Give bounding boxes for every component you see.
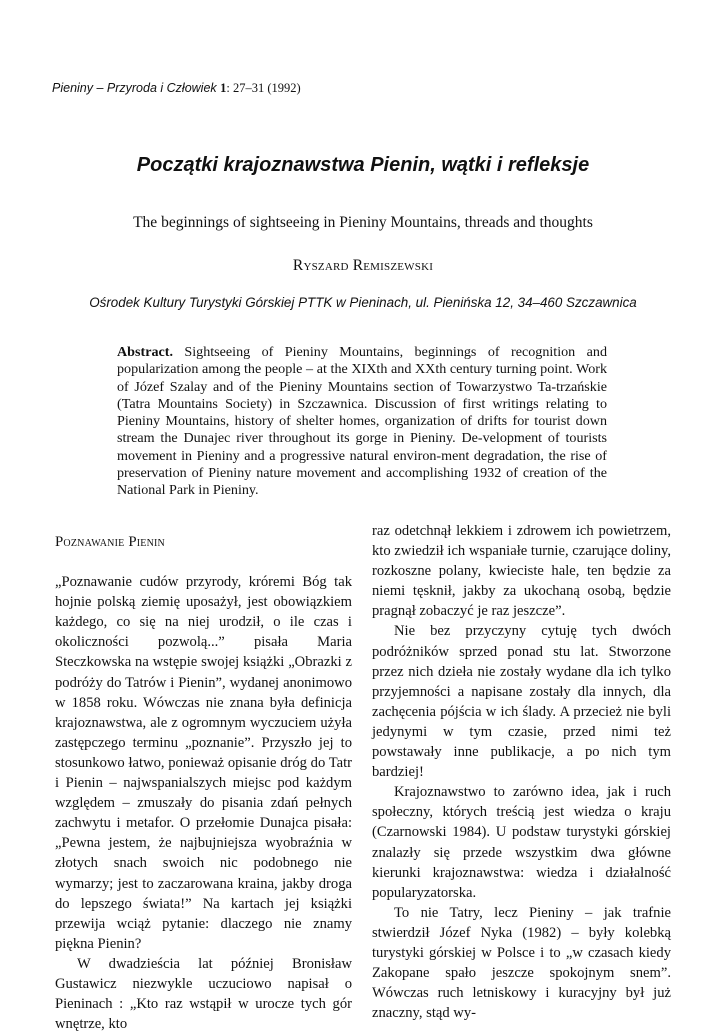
paragraph: „Poznawanie cudów przyrody, króremi Bóg tak hojnie polską ziemię uposażył, jest obowiązkiem każdego, co się na niej urodził, o ile czas i okoliczności pozwolą...” pisała Maria Steczkowska na wstępie swojej książki „Obrazki z podróży do Tatrów i Pienin”, wydanej anonimowo w 1858 roku. Wówczas nie znana była definicja krajoznawstwa, ale z ogromnym wyczuciem użyła zastępczego terminu „poznanie”. Przyszło jej to stosunkowo łatwo, ponieważ opisanie dróg do Tatr i Pienin – najwspanialszych miejsc pod każdym względem – zmuszały do pisania zdań pełnych zachwytu i metafor. O przełomie Dunajca pisała: „Pewna jestem, że najbujniejsza wyobraźnia w złotych snach swoich nic podobnego nie wymarzy; jest to zaczarowana kraina, jakby droga do lepszego świata!” Na kartach jej książki przewija wciąż pytanie: dlaczego nie znamy pięknа Pienin? [55,574,352,952]
journal-reference [52,80,301,96]
right-column [372,521,671,1023]
paragraph: Krajoznawstwo to zarówno idea, jak i ruch społeczny, których treścią jest wiedza o kraju (Czarnowski 1984). U podstaw turystyki górskiej znalazły się przede wszystkim dwa główne kierunki krajoznawstwa: wiedza i działalność popularyzatorska. [372,784,671,901]
article-title: Początki krajoznawstwa Pienin, wątki i refleksje [136,154,590,176]
section-heading: Poznawanie Pienin [55,534,165,550]
abstract [117,344,607,500]
author-affiliation: Ośrodek Kultury Turystyki Górskiej PTTK w Pieninach, ul. Pienińska 12, 34–460 Szczawnica [89,295,637,310]
article-subtitle: The beginnings of sightseeing in Pieniny Mountains, threads and thoughts [133,214,593,231]
abstract-label: Abstract. [117,344,173,360]
paragraph: Nie bez przyczyny cytuję tych dwóch podróżników sprzed ponad stu lat. Stworzone przez nich dzieła nie zostały wydane dla ich tylko przyjemności a napisane zostały dla innych, dla zachęcenia pójścia w ich ślady. A przecież nie byli jedynymi w tym czasie, przed nimi też powstawały inne publikacje, a po nich tym bardziej! [372,623,671,781]
journal-volume: 1 [220,81,227,95]
paragraph: raz odetchnął lekkiem i zdrowem ich powietrzem, kto zwiedził ich wspaniałe turnie, czarujące doliny, rozkoszne polany, kwieciste hale, ten będzie za niemi tęsknił, jakby za ukochaną osobą, będzie pragnął zobaczyć je raz jeszcze”. [372,523,671,620]
author-name: Ryszard Remiszewski [292,257,434,274]
left-column [55,532,352,1034]
journal-name: Pieniny – Przyroda i Człowiek [52,81,217,95]
journal-pages: : 27–31 (1992) [226,81,301,95]
paragraph: W dwadzieścia lat później Bronisław Gustawicz niezwykle uczuciowo napisał o Pieninach : „Kto raz wstąpił w urocze tych gór wnętrze, kto [55,955,352,1033]
abstract-text: Sightseeing of Pieniny Mountains, beginnings of recognition and popularization among the people – at the XIXth and XXth century turning point. Work of Józef Szalay and of the Pieniny Mountains section of Towarzystwo Ta-trzańskie (Tatra Mountains Society) in Szczawnica. Discussion of first writings relating to Pieniny Mountains, history of shelter homes, organization of drifts for tourist down stream the Dunajec river throughout its gorge in Pieniny. De-velopment of tourists movement in Pieniny and a progressive natural environ-ment degradation, the rise of preservation of Pieniny nature movement and accomplishing 1932 of creation of the National Park in Pieniny. [117,344,607,499]
paragraph: To nie Tatry, lecz Pieniny – jak trafnie stwierdził Józef Nyka (1982) – były kolebką turystyki górskiej w Polsce i to „w czasach kiedy Zakopane spało jeszcze spokojnym snem”. Wówczas ruch letniskowy i kuracyjny był już znaczny, stąd wy- [372,904,671,1022]
